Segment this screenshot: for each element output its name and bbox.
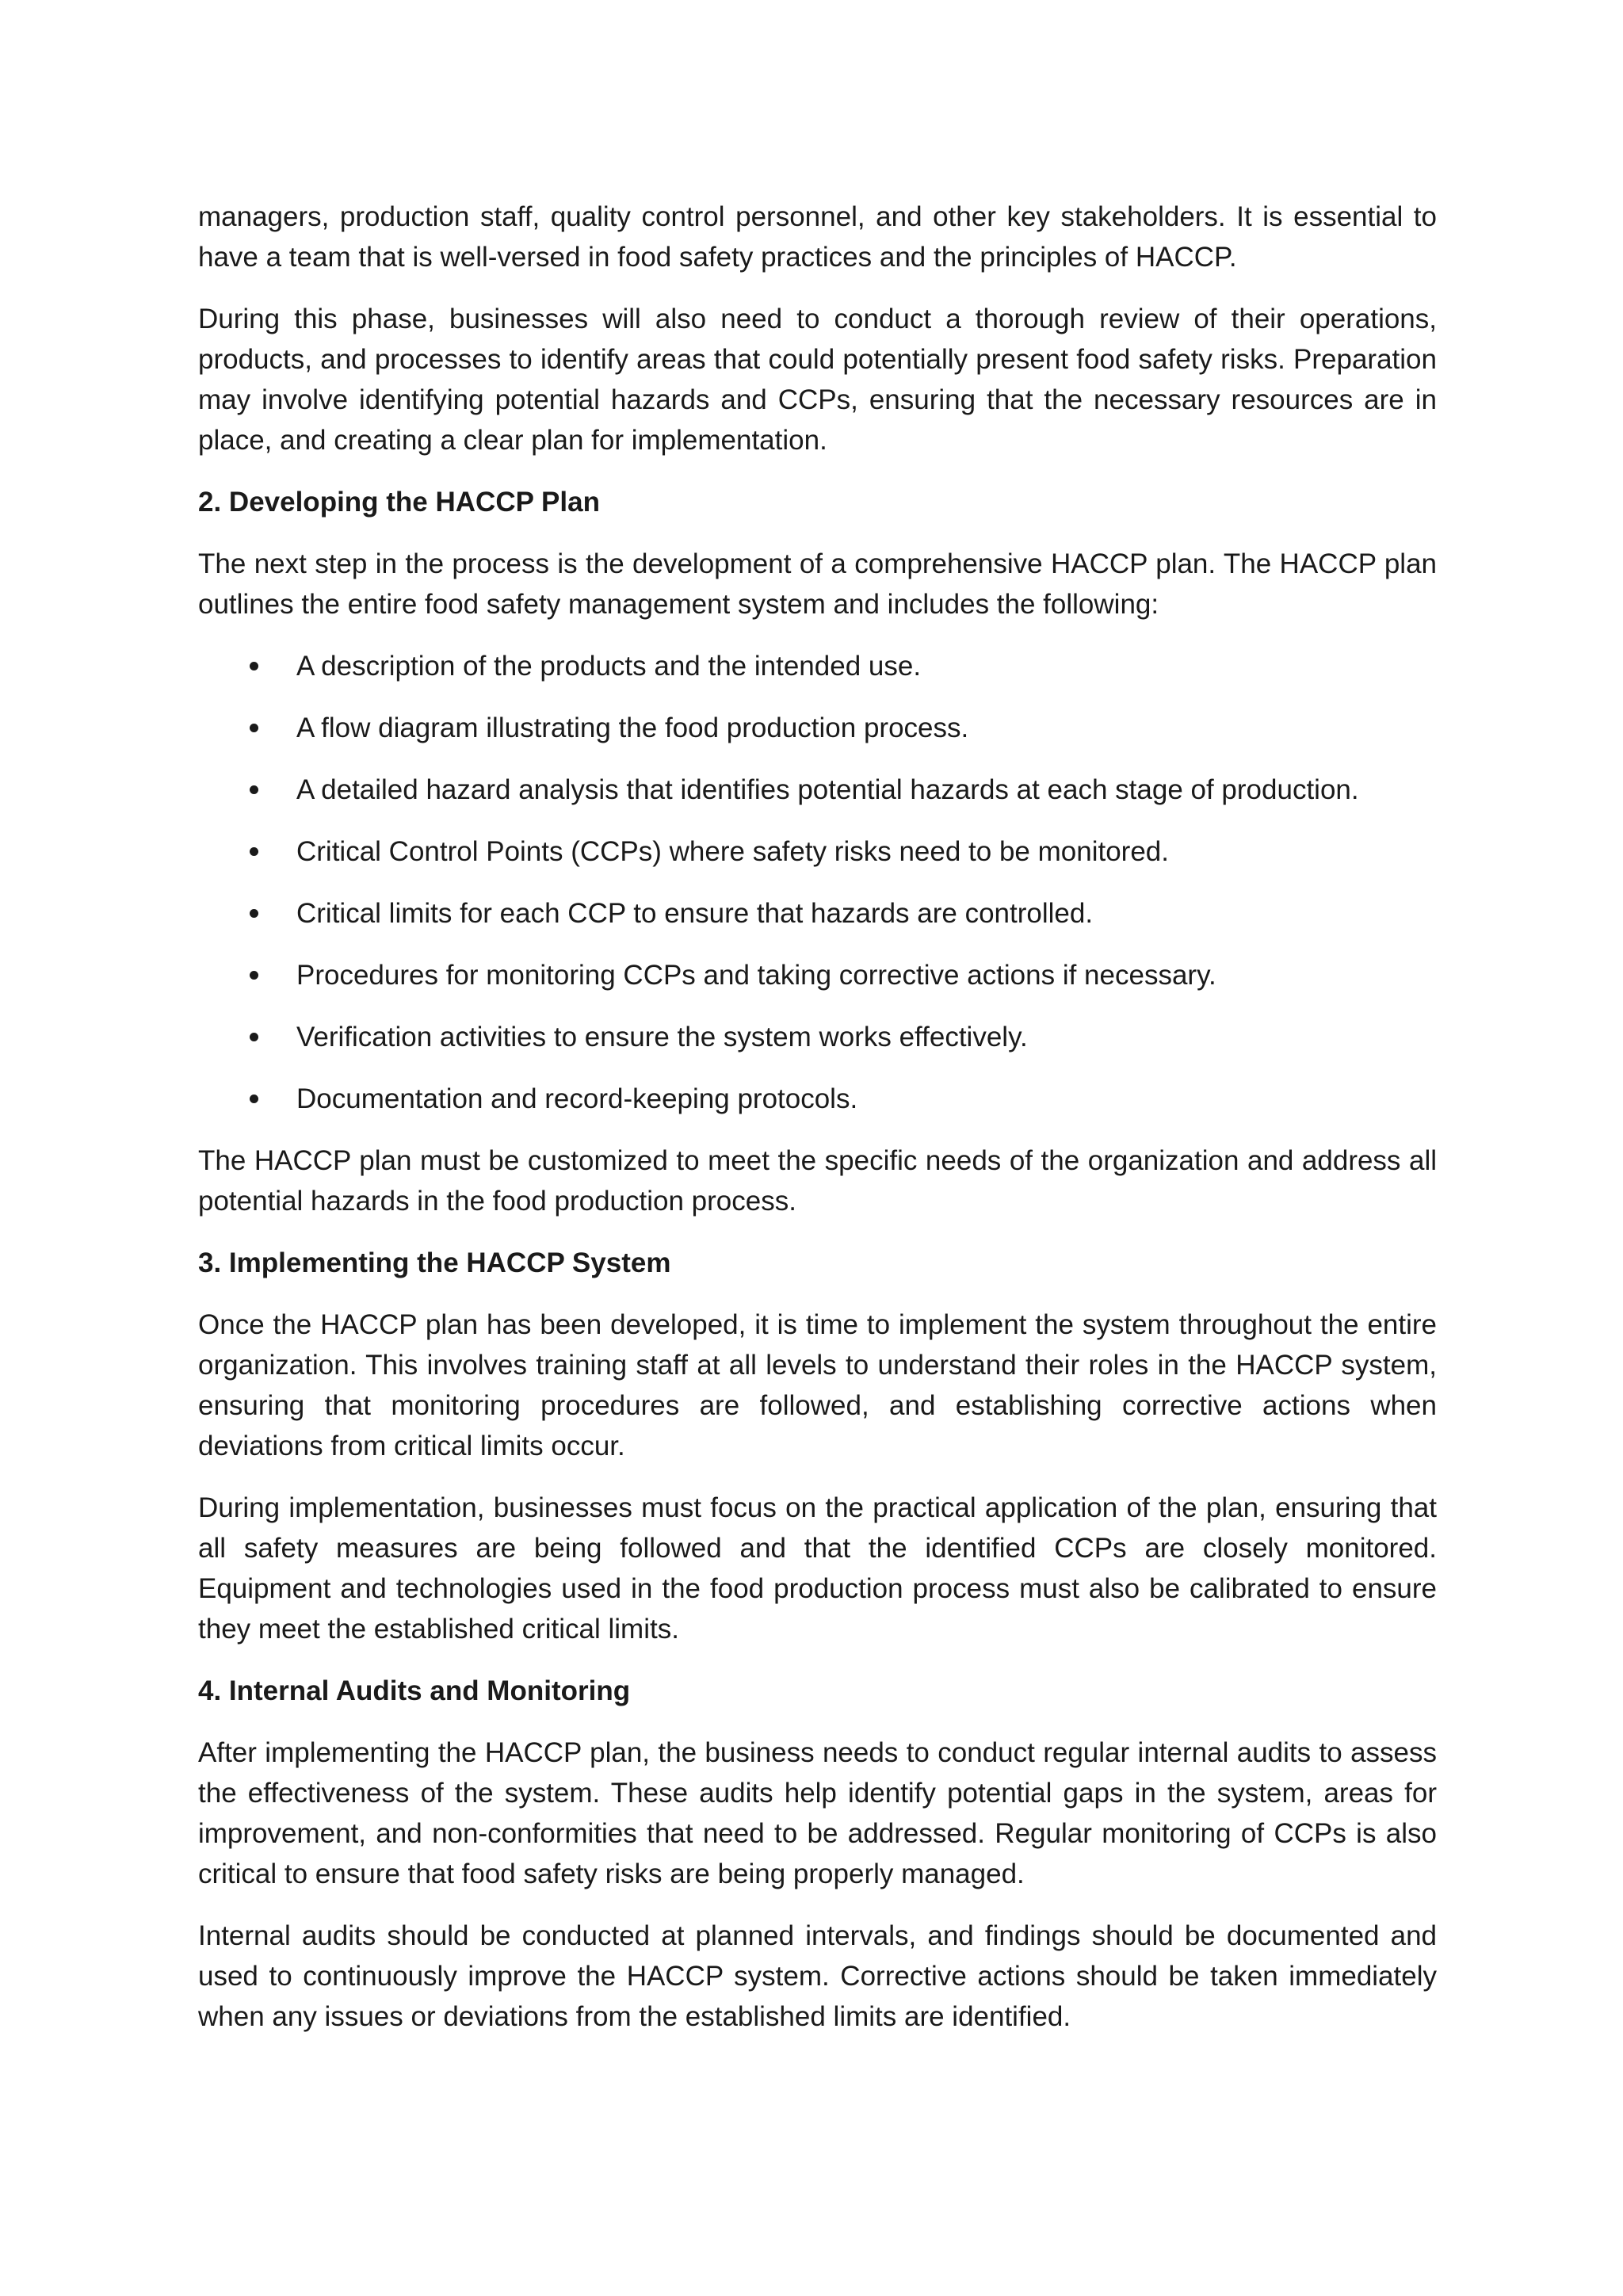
list-item-text: Critical limits for each CCP to ensure that hazards are controlled. [296, 898, 1094, 929]
list-item [198, 708, 1437, 748]
bullet-icon [250, 847, 258, 856]
bullet-icon [250, 724, 258, 732]
list-item-text: A description of the products and the intended use. [296, 651, 922, 682]
section-3-paragraph-1: Once the HACCP plan has been developed, it is time to implement the system throughout the entire organization. This involves training staff at all levels to understand their roles in the HACCP system, ensuring that monitoring procedures are followed, and establishing corrective actions when deviations from critical limits occur. [198, 1309, 1437, 1461]
section-4-heading: 4. Internal Audits and Monitoring [198, 1675, 631, 1706]
section-2-heading: 2. Developing the HACCP Plan [198, 487, 600, 518]
section-4-paragraph-1: After implementing the HACCP plan, the business needs to conduct regular internal audits to assess the effectiveness of the system. These audits help identify potential gaps in the system, areas for improvement, and non-conformities that need to be addressed. Regular monitoring of CCPs is also critical to ensure that food safety risks are being properly managed. [198, 1737, 1437, 1889]
section-4-paragraph-2: Internal audits should be conducted at planned intervals, and findings should be documented and used to continuously improve the HACCP system. Corrective actions should be taken immediately when any issues or deviations from the established limits are identified. [198, 1920, 1437, 2032]
bullet-icon [250, 1033, 258, 1041]
intro-paragraph-1: managers, production staff, quality control personnel, and other key stakeholders. It is essential to have a team that is well-versed in food safety practices and the principles of HACCP. [198, 201, 1437, 273]
bullet-icon [250, 1095, 258, 1103]
list-item-text: A flow diagram illustrating the food production process. [296, 712, 969, 743]
section-3-heading: 3. Implementing the HACCP System [198, 1247, 671, 1278]
section-2-closing: The HACCP plan must be customized to meet the specific needs of the organization and address all potential hazards in the food production process. [198, 1145, 1437, 1217]
list-item [198, 1017, 1437, 1057]
list-item-text: Procedures for monitoring CCPs and taking corrective actions if necessary. [296, 960, 1216, 991]
list-item-text: Critical Control Points (CCPs) where safety risks need to be monitored. [296, 836, 1169, 867]
document-page [198, 197, 1437, 2037]
list-item-text: Documentation and record-keeping protocols. [296, 1083, 858, 1114]
list-item [198, 646, 1437, 686]
bullet-icon [250, 662, 258, 670]
section-2-intro: The next step in the process is the development of a comprehensive HACCP plan. The HACCP plan outlines the entire food safety management system and includes the following: [198, 548, 1437, 620]
list-item [198, 770, 1437, 810]
haccp-plan-list [198, 646, 1437, 1119]
list-item [198, 1079, 1437, 1119]
list-item-text: A detailed hazard analysis that identifies potential hazards at each stage of production. [296, 774, 1359, 805]
section-3-paragraph-2: During implementation, businesses must focus on the practical application of the plan, ensuring that all safety measures are being followed and that the identified CCPs are closely monitored. Equipment and technologies used in the food production process must also be calibrated to ensure they meet the established critical limits. [198, 1492, 1437, 1645]
bullet-icon [250, 785, 258, 794]
bullet-icon [250, 971, 258, 980]
list-item [198, 955, 1437, 995]
intro-paragraph-2: During this phase, businesses will also need to conduct a thorough review of their operations, products, and processes to identify areas that could potentially present food safety risks. Preparation may involve identifying potential hazards and CCPs, ensuring that the necessary resources are in place, and creating a clear plan for implementation. [198, 304, 1437, 456]
bullet-icon [250, 909, 258, 918]
list-item [198, 831, 1437, 872]
list-item-text: Verification activities to ensure the system works effectively. [296, 1022, 1028, 1052]
list-item [198, 893, 1437, 934]
